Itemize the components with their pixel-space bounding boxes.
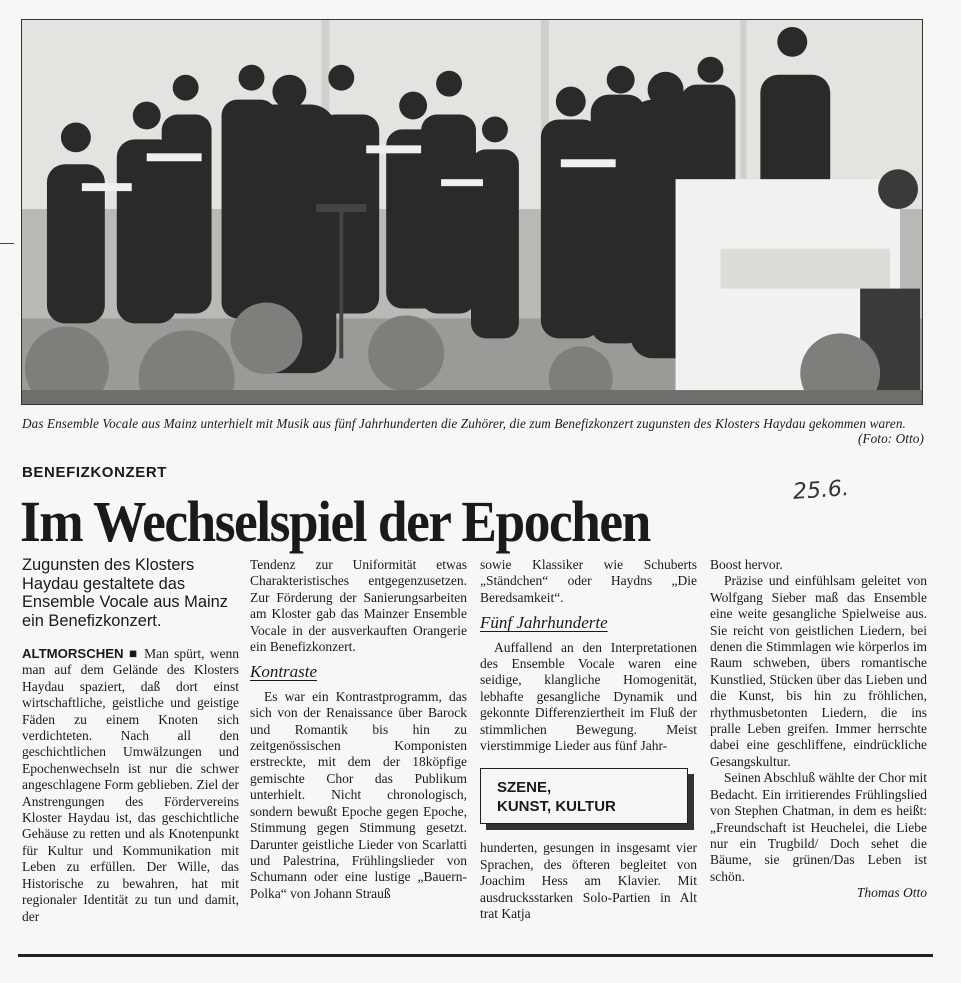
- margin-mark: [0, 243, 14, 244]
- article-column-3: [480, 557, 697, 923]
- body-paragraph-8: Präzise und einfühlsam geleitet von Wolfgang Sieber maß das Ensemble eine weite gesangliche Spielweise aus. Sie reicht von geistlichen Liedern, bei denen die Stimmlagen wie körperlos im Raum schweben, übers romantische Kunstlied, Stücken über das Lieben und die Kunst, bis hin zu fröhlichen, rhythmusbetonten Liedern, die ins pralle Leben greifen. Immer herrschte dabei eine geschliffene, eindrückliche Gesangskultur.: [710, 573, 927, 769]
- dateline: ALTMORSCHEN: [22, 646, 124, 661]
- photo-credit: (Foto: Otto): [857, 431, 924, 446]
- photo-caption: [22, 416, 924, 446]
- body-paragraph-1: [22, 646, 239, 925]
- body-paragraph-6: hunderten, gesungen in insgesamt vier Sprachen, des öfteren begleitet von Joachim Hess am Klavier. Mit ausdrucksstarken Solo-Partien in Alt trat Katja: [480, 840, 697, 922]
- body-paragraph-4: sowie Klassiker wie Schuberts „Ständchen“ oder Haydns „Die Beredsamkeit“.: [480, 557, 697, 605]
- lead-paragraph: Zugunsten des Klosters Haydau gestaltete das Ensemble Vocale aus Mainz ein Benefizkonzert.: [22, 556, 228, 630]
- square-bullet-icon: ■: [128, 646, 139, 661]
- body-paragraph-3: Es war ein Kontrastprogramm, das sich von der Renaissance über Barock und Romantik bis hin zu zeitgenössischen Komponisten erstreckte, mit dem der 18köpfige gemischte Chor das Publikum unterhielt. Nicht chronologisch, sondern bewußt Epoche gegen Epoche, Stimmung gegen Stimmung gesetzt. Darunter geistliche Lieder von Scarlatti und Palestrina, Frühlingslieder von Schumann oder eine lustige „Bauern-Polka“ von Johann Strauß: [250, 688, 467, 901]
- subheading-fuenf-jahrhunderte: Fünf Jahrhunderte: [480, 613, 608, 633]
- article-column-1: [22, 556, 239, 925]
- body-paragraph-2: Tendenz zur Uniformität etwas Charakteristisches entgegenzusetzen. Zur Förderung der Sanierungsarbeiten am Kloster gab das Mainzer Ensemble Vocale in der ausverkauften Orangerie ein Benefizkonzert.: [250, 557, 467, 655]
- section-box-line-2: KUNST, KULTUR: [497, 798, 616, 816]
- section-kicker: BENEFIZKONZERT: [22, 464, 168, 481]
- author-byline: Thomas Otto: [856, 885, 927, 901]
- body-paragraph-5: Auffallend an den Interpretationen des Ensemble Vocale waren eine seidige, klangliche Homogenität, lebhafte gesangliche Dynamik und gekonnte Differenziertheit im Fluß der stimmlichen Bewegung. Meist vierstimmige Lieder aus fünf Jahr-: [480, 639, 697, 754]
- body-paragraph-1-text: Man spürt, wenn man auf dem Gelände des Klosters Haydau spaziert, daß dort einst wirtschaftliche, geistliche und geistige Fäden zu einem Knoten sich verdichteten. Nach all den geschichtlichen Umwälzungen und Epochenwechseln ist nur die schwer angeschlagene Form geblieben. Ziel der Anstrengungen des Fördervereins Kloster Haydau ist, das geschichtliche Gehäuse zu retten und als Knotenpunkt für Kultur und Kommunikation mit Leben zu erfüllen. Der Wille, das Historische zu bewahren, hat mit regionaler Identität zu tun und damit, der: [22, 646, 239, 924]
- body-paragraph-9: Seinen Abschluß wählte der Chor mit Bedacht. Ein irritierendes Frühlingslied von Stephen Chatman, in dem es heißt: „Freundschaft ist Heuchelei, die Liebe nur ein Trugbild/ Doch sehet die Bäume, sie grünen/Das Leben ist schön.: [710, 770, 927, 884]
- concert-photo: [21, 19, 923, 405]
- caption-text: Das Ensemble Vocale aus Mainz unterhielt mit Musik aus fünf Jahrhunderten die Zuhörer, die zum Benefizkonzert zugunsten des Klosters Haydau gekommen waren.: [22, 416, 906, 431]
- section-box-szene: [480, 768, 688, 824]
- article-column-4: [710, 557, 927, 902]
- headline: Im Wechselspiel der Epochen: [20, 489, 650, 554]
- subheading-kontraste: Kontraste: [250, 662, 318, 682]
- section-box-line-1: SZENE,: [497, 779, 552, 797]
- article-column-2: [250, 557, 467, 902]
- section-box-label: [497, 778, 616, 816]
- handwritten-date-note: 25.6.: [792, 476, 850, 505]
- bottom-rule: [18, 954, 933, 957]
- choir-photo-illustration: [22, 20, 922, 404]
- body-paragraph-7: Boost hervor.: [710, 557, 783, 572]
